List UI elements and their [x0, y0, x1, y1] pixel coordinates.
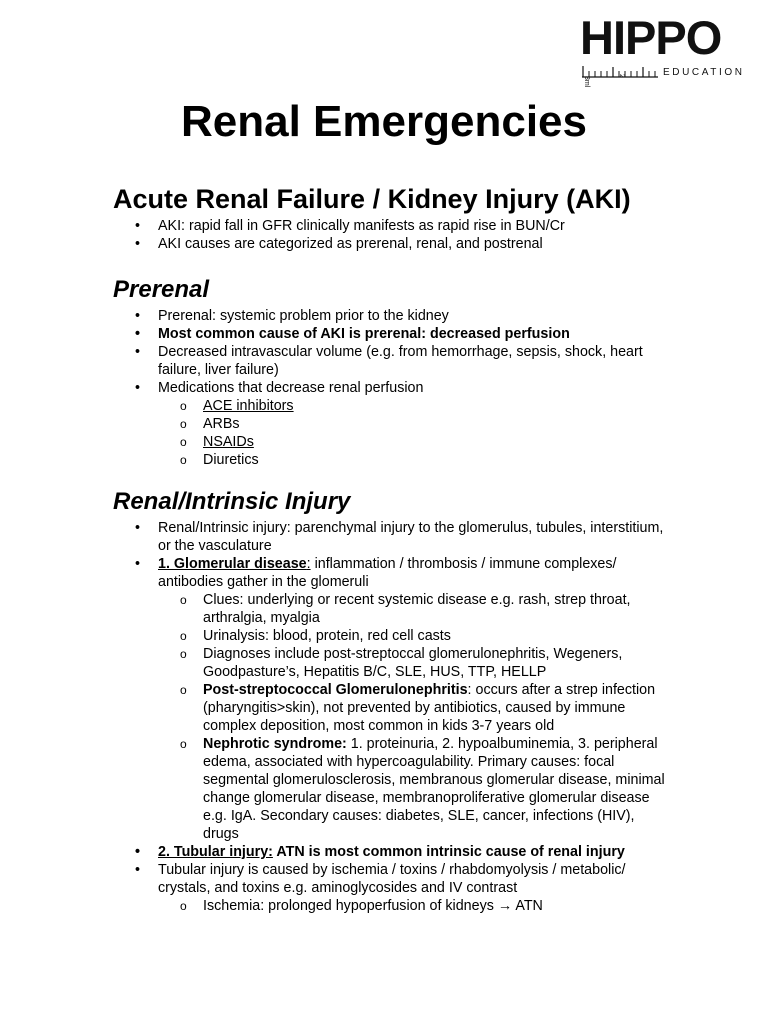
atn-text: ATN — [512, 898, 543, 914]
tubular-injury-label: 2. Tubular injury: — [158, 844, 273, 860]
glomerular-colon: : — [306, 556, 311, 572]
glomerular-disease-label: 1. Glomerular disease — [158, 556, 307, 572]
sub-list-item: o Diagnoses include post-streptoccal glomerulonephritis, Wegeners, Goodpasture’s, Hepatitis B/C, SLE, HUS, TTP, HELLP — [113, 645, 673, 681]
logo-wordmark: HIPPO — [580, 11, 722, 64]
renal-list — [113, 519, 673, 915]
link-ace-inhibitors[interactable]: ACE inhibitors — [203, 398, 294, 414]
list-item — [113, 379, 673, 469]
section-heading-renal: Renal/Intrinsic Injury — [113, 488, 351, 515]
document-body — [113, 182, 673, 915]
sub-list-item — [113, 897, 673, 915]
list-item — [113, 555, 673, 843]
nephrotic-label: Nephrotic syndrome: — [203, 736, 347, 752]
logo-tick-label: 2 — [618, 74, 625, 78]
tubular-sublist — [158, 897, 673, 915]
logo-tick-label: 3ml — [583, 76, 590, 88]
list-item — [113, 861, 673, 915]
section-heading-prerenal: Prerenal — [113, 276, 210, 303]
list-item: • AKI: rapid fall in GFR clinically manifests as rapid rise in BUN/Cr — [113, 217, 673, 235]
list-item: • Most common cause of AKI is prerenal: decreased perfusion — [113, 325, 673, 343]
medications-list — [158, 397, 673, 469]
list-item: • Prerenal: systemic problem prior to the kidney — [113, 307, 673, 325]
list-item: • AKI causes are categorized as prerenal, renal, and postrenal — [113, 235, 673, 253]
sub-list-item — [113, 681, 673, 735]
prerenal-list — [113, 307, 673, 469]
right-arrow-icon: → — [497, 898, 513, 914]
sub-list-item — [113, 735, 673, 843]
logo-subtitle: EDUCATION — [663, 67, 745, 78]
list-item — [113, 843, 673, 861]
nephrotic-text: 1. proteinuria, 2. hypoalbuminemia, 3. peripheral edema, associated with hypercoagulability. Primary causes: focal segmental glomerulosclerosis, membranous glomerular disease, minimal change glomerular disease, membranoproliferative glomerular disease e.g. IgA. Secondary causes: diabetes, SLE, cancer, infections (HIV), drugs — [203, 736, 665, 842]
glomerular-text: inflammation / thrombosis / immune complexes/ antibodies gather in the glomeruli — [158, 556, 617, 590]
link-nsaids[interactable]: NSAIDs — [203, 434, 254, 450]
aki-list — [113, 217, 673, 253]
list-item-text: Medications that decrease renal perfusion — [158, 380, 424, 396]
hippo-education-logo — [580, 11, 745, 94]
list-item: • Renal/Intrinsic injury: parenchymal injury to the glomerulus, tubules, interstitium, or the vasculature — [113, 519, 673, 555]
sub-list-item: o Diuretics — [113, 451, 673, 469]
sub-list-item: o Urinalysis: blood, protein, red cell casts — [113, 627, 673, 645]
tubular-causes-text: Tubular injury is caused by ischemia / toxins / rhabdomyolysis / metabolic/ crystals, and toxins e.g. aminoglycosides and IV contrast — [158, 862, 626, 896]
glomerular-sublist — [158, 591, 673, 843]
psgn-text: : occurs after a strep infection (pharyngitis>skin), not prevented by antibiotics, caused by immune complex deposition, most common in kids 3-7 years old — [203, 682, 656, 734]
section-heading-aki: Acute Renal Failure / Kidney Injury (AKI) — [113, 184, 631, 214]
psgn-label: Post-streptococcal Glomerulonephritis — [203, 682, 468, 698]
sub-list-item — [113, 433, 673, 451]
ischemia-text: Ischemia: prolonged hypoperfusion of kidneys — [203, 898, 498, 914]
page-title: Renal Emergencies — [181, 97, 587, 146]
sub-list-item — [113, 397, 673, 415]
sub-list-item: o ARBs — [113, 415, 673, 433]
list-item: • Decreased intravascular volume (e.g. from hemorrhage, sepsis, shock, heart failure, liver failure) — [113, 343, 673, 379]
sub-list-item: o Clues: underlying or recent systemic disease e.g. rash, strep throat, arthralgia, myalgia — [113, 591, 673, 627]
tubular-injury-text: ATN is most common intrinsic cause of renal injury — [272, 844, 625, 860]
